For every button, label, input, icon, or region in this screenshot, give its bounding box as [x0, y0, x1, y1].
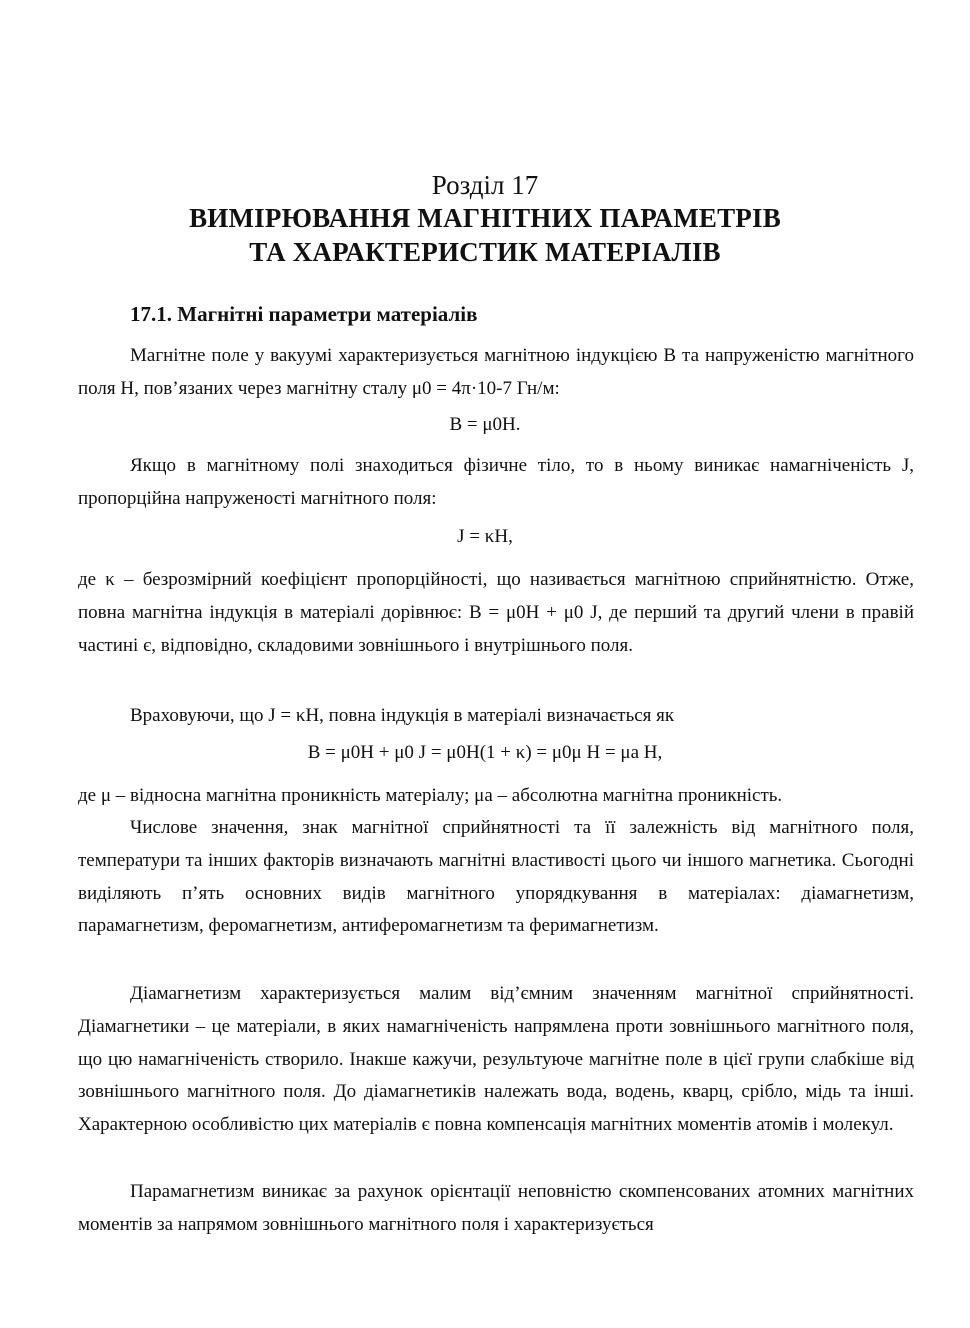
- paragraph-8: Парамагнетизм виникає за рахунок орієнтації неповністю скомпенсованих атомних магнітних моментів за напрямом зовнішнього магнітного поля і характеризується: [78, 1181, 914, 1235]
- chapter-title-line-1: ВИМІРЮВАННЯ МАГНІТНИХ ПАРАМЕТРІВ: [189, 203, 781, 233]
- paragraph-4: Враховуючи, що J = κH, повна індукція в матеріалі визначається як: [130, 705, 675, 726]
- paragraph-6: Числове значення, знак магнітної сприйнятності та її залежність від магнітного поля, температури та інших факторів визначають магнітні властивості цього чи іншого магнетика. Сьогодні виділяють п’ять основних видів магнітного упорядкування в матеріалах: діамагнетизм, парамагнетизм, феромагнетизм, антиферомагнетизм та феримагнетизм.: [78, 817, 914, 937]
- chapter-title-line-2: ТА ХАРАКТЕРИСТИК МАТЕРІАЛІВ: [249, 237, 721, 267]
- chapter-number: Розділ 17: [431, 170, 539, 200]
- paragraph-5: де μ – відносна магнітна проникність матеріалу; μa – абсолютна магнітна проникність.: [78, 785, 783, 806]
- formula-3: B = μ0H + μ0 J = μ0H(1 + κ) = μ0μ H = μa H,: [307, 742, 663, 763]
- paragraph-2: Якщо в магнітному полі знаходиться фізичне тіло, то в ньому виникає намагніченість J, пропорційна напруженості магнітного поля:: [78, 455, 914, 509]
- paragraph-1: Магнітне поле у вакуумі характеризується магнітною індукцією B та напруженістю магнітного поля H, пов’язаних через магнітну сталу μ0 = 4π·10-7 Гн/м:: [78, 345, 914, 399]
- paragraph-7: Діамагнетизм характеризується малим від’ємним значенням магнітної сприйнятності. Діамагнетики – це матеріали, в яких намагніченість напрямлена проти зовнішнього магнітного поля, що цю намагніченість створило. Інакше кажучи, результуюче магнітне поле в цієї групи слабкіше від зовнішнього магнітного поля. До діамагнетиків належать вода, водень, кварц, срібло, мідь та інші. Характерною особливістю цих матеріалів є повна компенсація магнітних моментів атомів і молекул.: [78, 983, 914, 1136]
- section-heading: 17.1. Магнітні параметри матеріалів: [130, 302, 478, 326]
- paragraph-3: де κ – безрозмірний коефіцієнт пропорційності, що називається магнітною сприйнятністю. Отже, повна магнітна індукція в матеріалі дорівнює: B = μ0H + μ0 J, де перший та другий члени в правій частині є, відповідно, складовими зовнішнього і внутрішнього поля.: [78, 569, 914, 656]
- formula-1: B = μ0H.: [449, 414, 521, 435]
- formula-2: J = κH,: [457, 526, 513, 547]
